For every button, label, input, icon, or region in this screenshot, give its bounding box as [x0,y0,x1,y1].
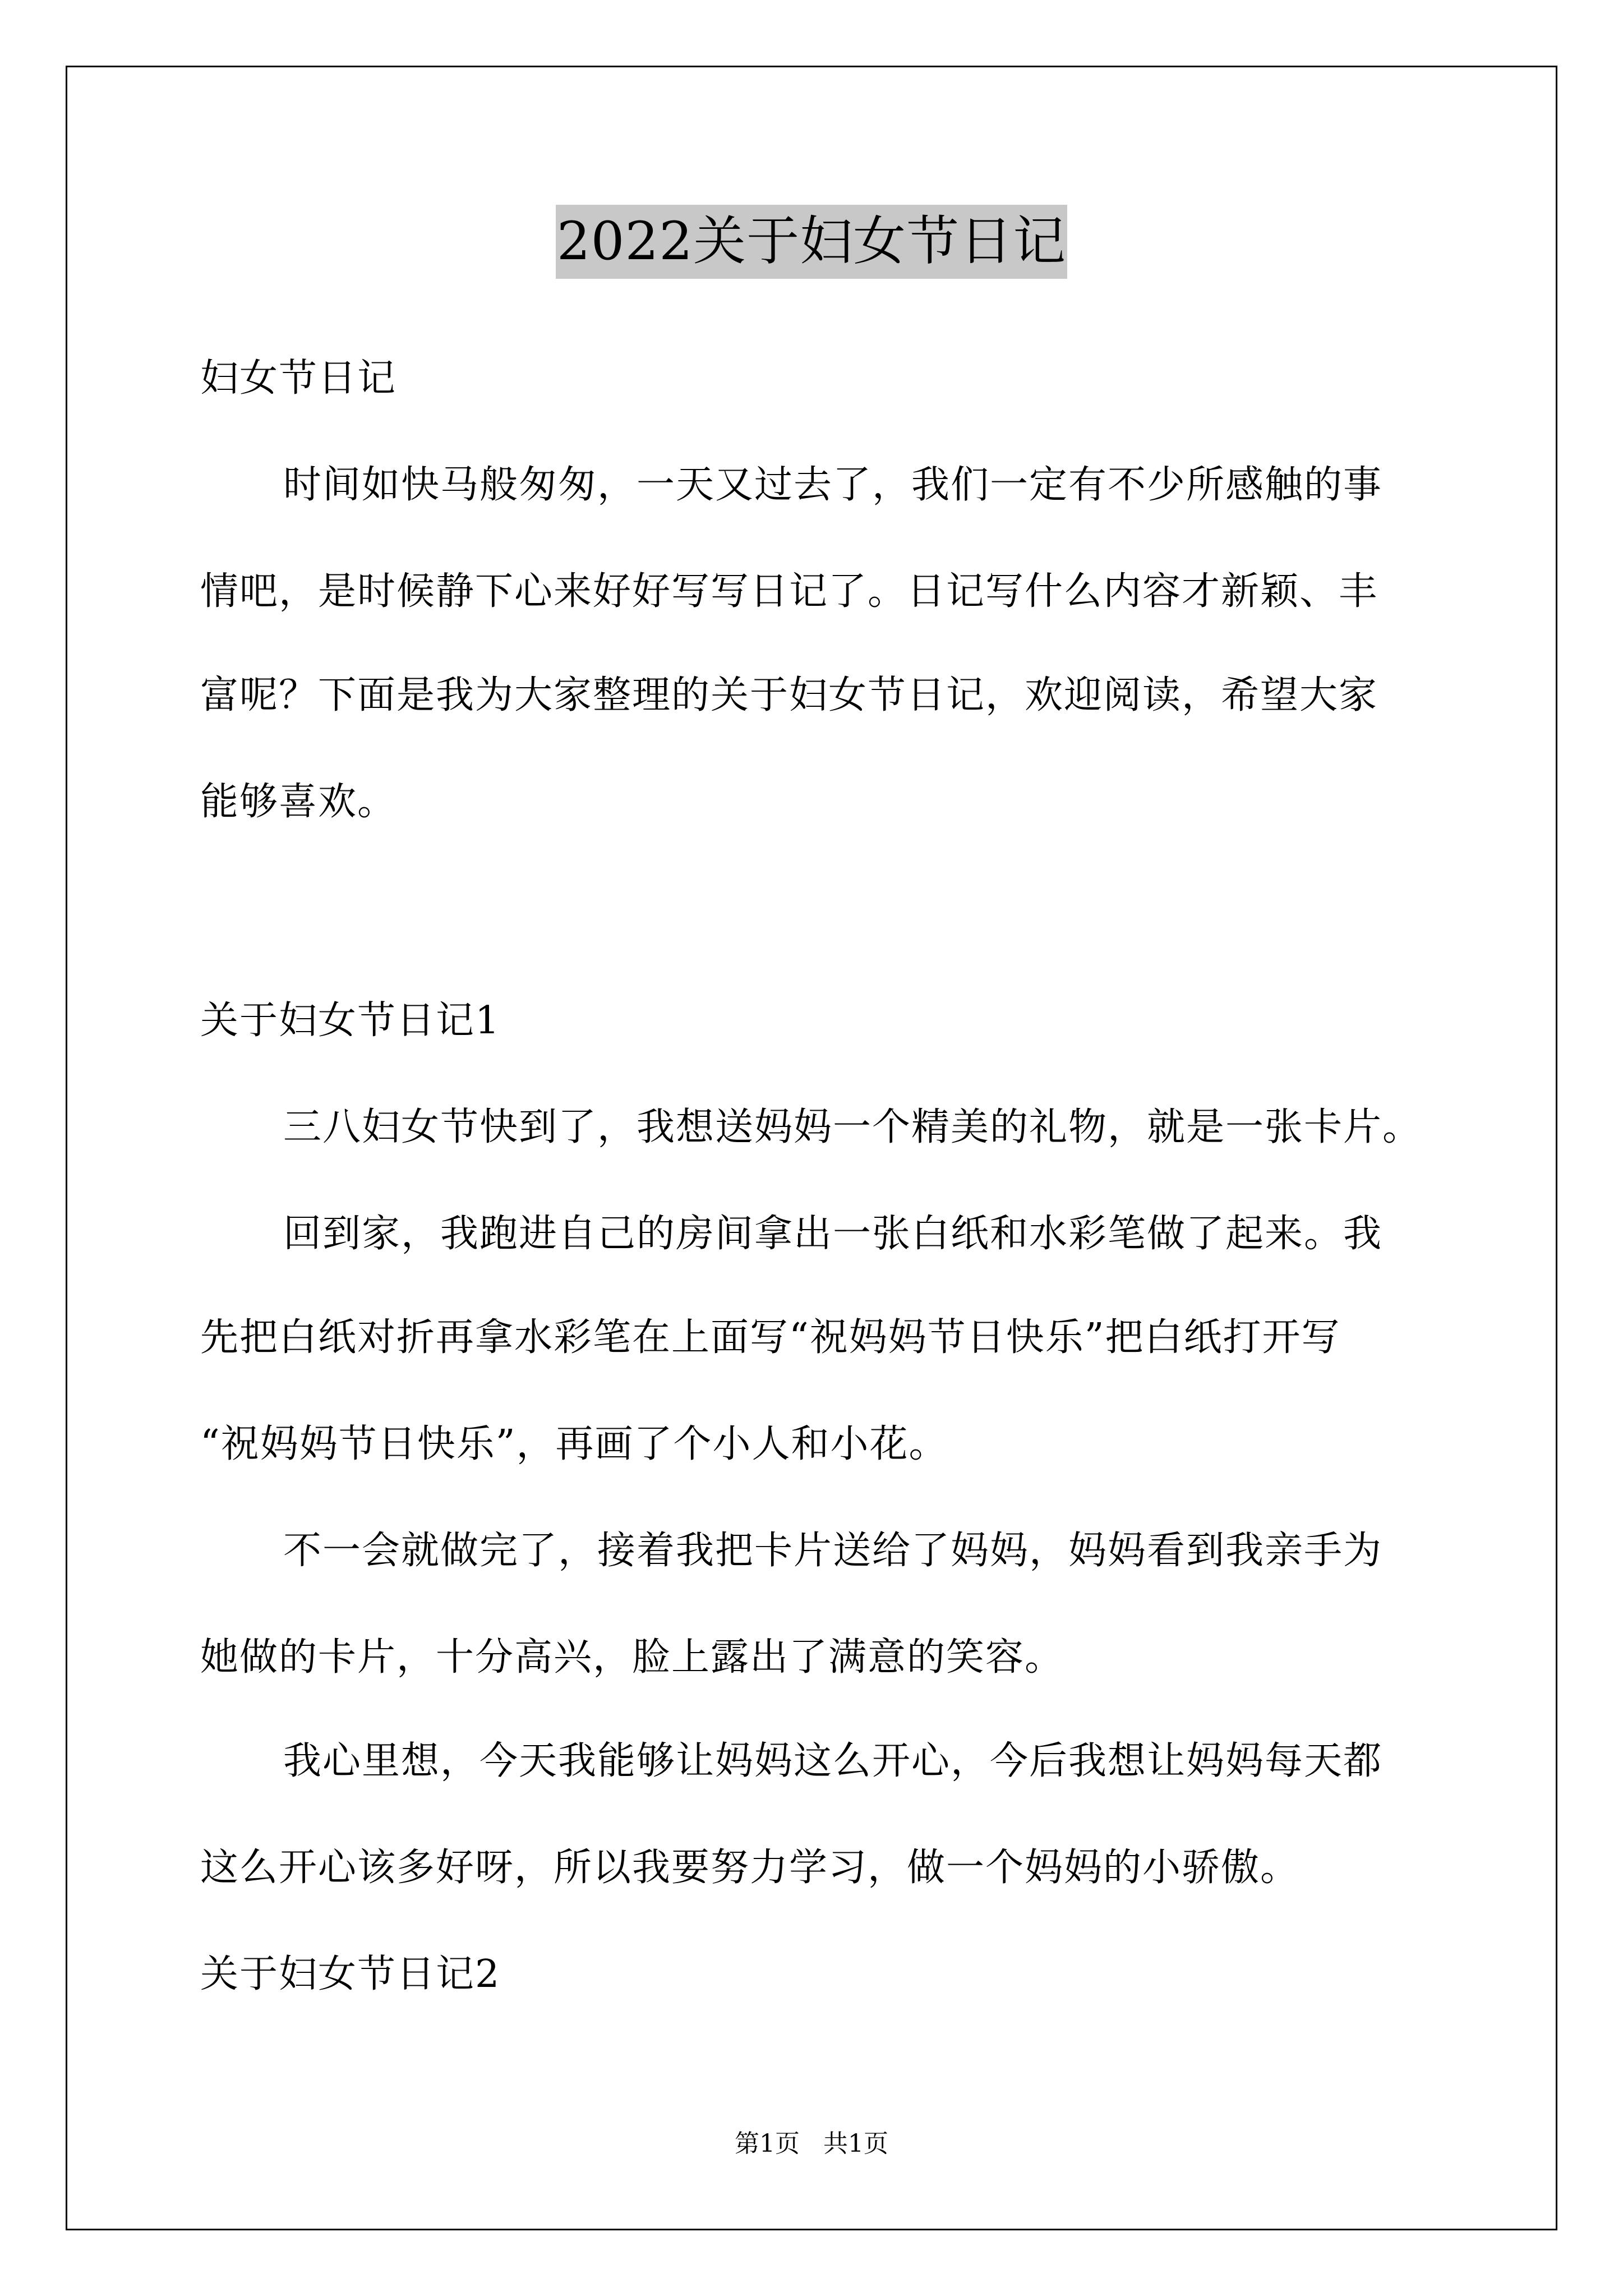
paragraph-line: 不一会就做完了，接着我把卡片送给了妈妈，妈妈看到我亲手为 [283,1529,1383,1573]
paragraph-line: “祝妈妈节日快乐”，再画了个小人和小花。 [200,1422,948,1466]
paragraph-line: 能够喜欢。 [200,780,397,824]
page-footer: 第1页 共1页 [735,2129,888,2158]
document-title: 2022关于妇女节日记 [556,205,1067,279]
paragraph-line: 我心里想，今天我能够让妈妈这么开心，今后我想让妈妈每天都 [283,1739,1383,1783]
paragraph-line: 情吧，是时候静下心来好好写写日记了。日记写什么内容才新颖、丰 [200,569,1378,614]
paragraph-line: 回到家，我跑进自己的房间拿出一张白纸和水彩笔做了起来。我 [283,1212,1383,1256]
section-heading: 关于妇女节日记2 [200,1952,501,1996]
paragraph-line: 这么开心该多好呀，所以我要努力学习，做一个妈妈的小骄傲。 [200,1846,1300,1890]
paragraph-line: 她做的卡片，十分高兴，脸上露出了满意的笑容。 [200,1635,1064,1680]
title-container [0,205,1623,279]
paragraph-line: 富呢？下面是我为大家整理的关于妇女节日记，欢迎阅读，希望大家 [200,673,1378,717]
section-heading: 妇女节日记 [200,356,397,401]
paragraph-line: 时间如快马般匆匆，一天又过去了，我们一定有不少所感触的事 [283,463,1383,507]
section-heading: 关于妇女节日记1 [200,999,501,1043]
paragraph-line: 三八妇女节快到了，我想送妈妈一个精美的礼物，就是一张卡片。 [283,1105,1422,1149]
paragraph-line: 先把白纸对折再拿水彩笔在上面写“祝妈妈节日快乐”把白纸打开写 [200,1315,1341,1360]
